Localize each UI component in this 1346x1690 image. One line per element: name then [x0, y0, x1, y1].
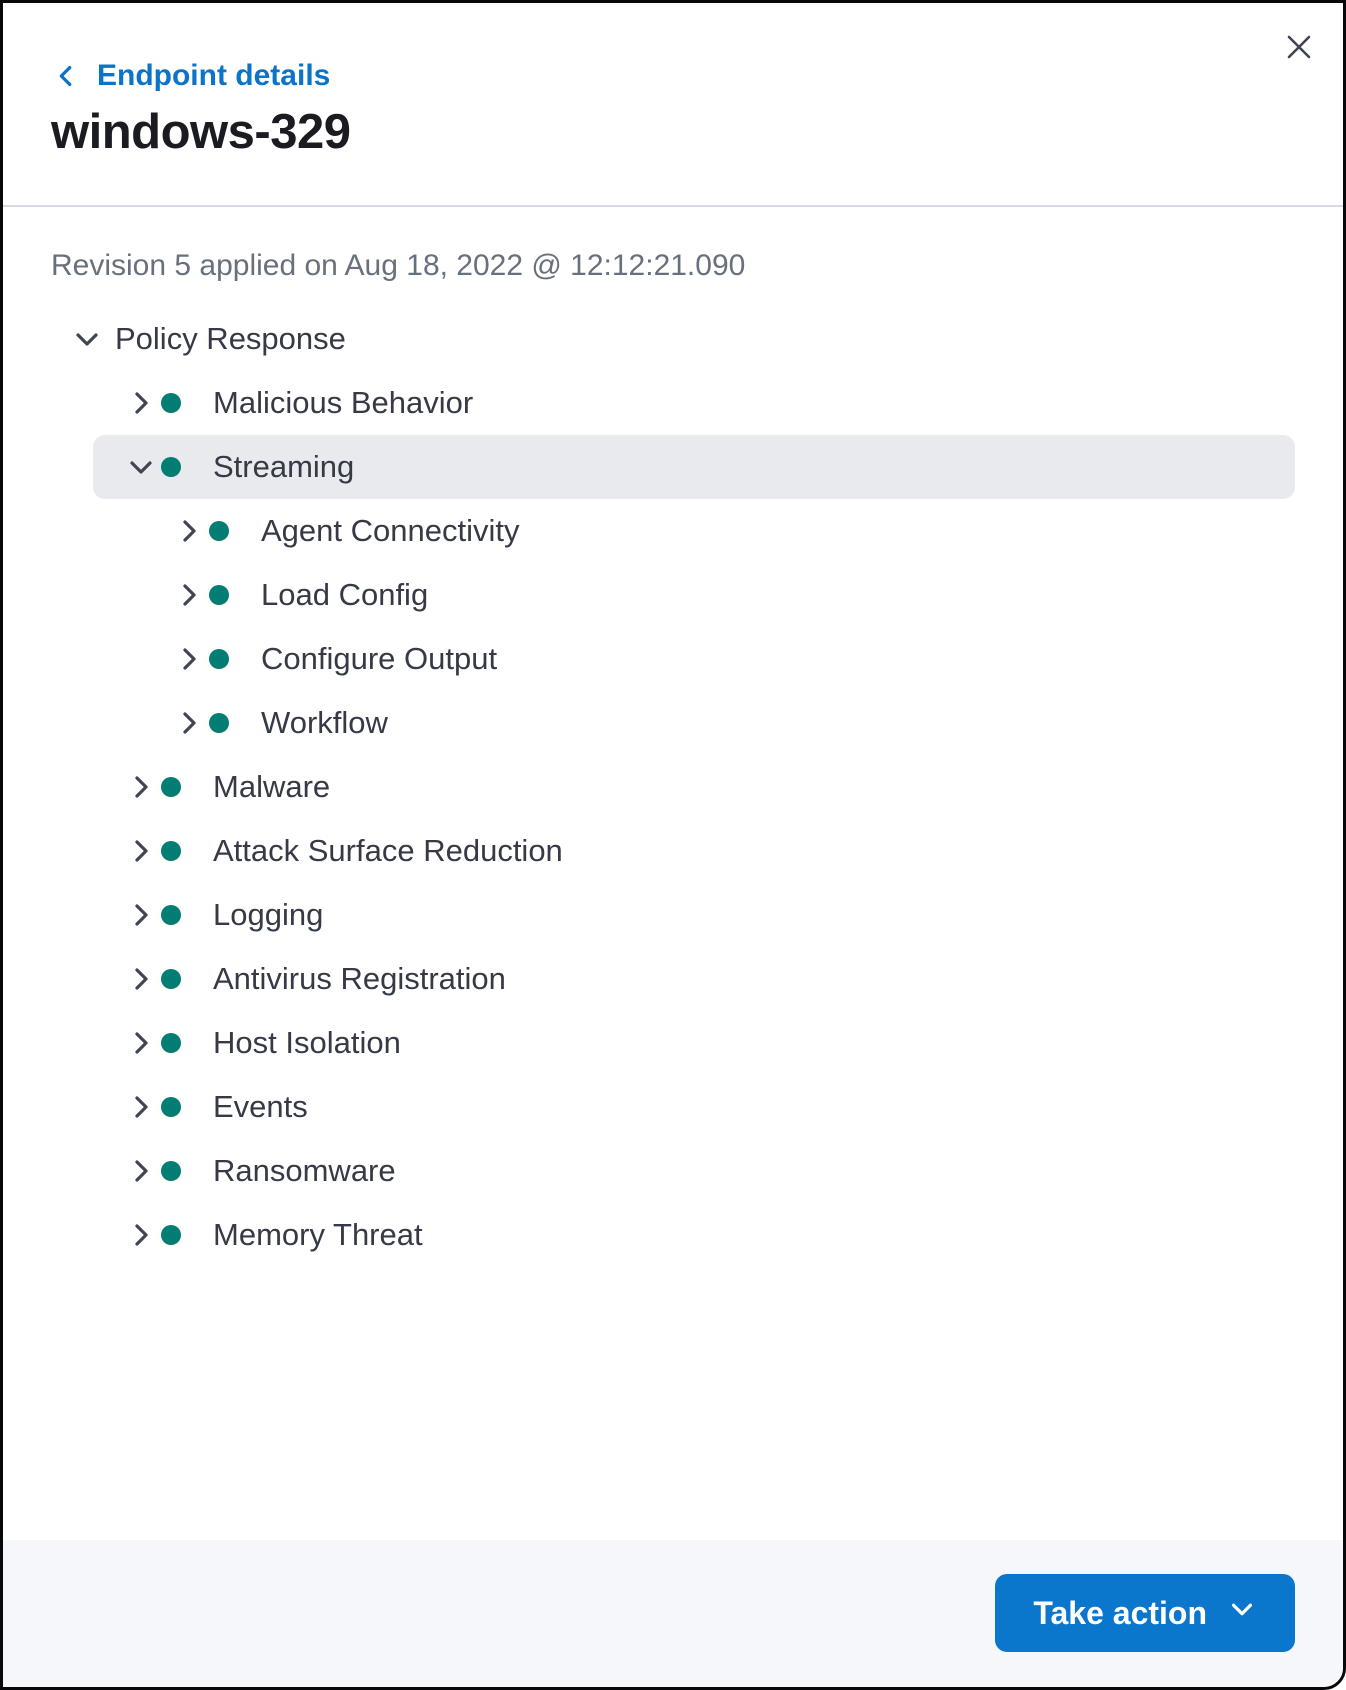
tree-item-label[interactable]: Policy Response	[115, 321, 346, 356]
tree-item-label[interactable]: Malware	[213, 769, 331, 804]
chevron-right-icon[interactable]	[173, 707, 205, 739]
tree-row[interactable]	[51, 627, 1295, 691]
tree-item-label[interactable]: Workflow	[261, 705, 388, 740]
success-status-dot	[161, 1225, 181, 1245]
policy-response-content	[3, 249, 1343, 1267]
tree-row[interactable]	[51, 947, 1295, 1011]
chevron-down-icon	[1227, 1594, 1257, 1632]
tree-row[interactable]	[51, 1139, 1295, 1203]
tree-item-label[interactable]: Load Config	[261, 577, 429, 612]
chevron-right-icon[interactable]	[125, 1219, 157, 1251]
success-status-dot	[161, 969, 181, 989]
tree-row[interactable]	[51, 1075, 1295, 1139]
tree-row[interactable]	[51, 691, 1295, 755]
chevron-right-icon[interactable]	[125, 1027, 157, 1059]
success-status-dot	[161, 777, 181, 797]
page-title: windows-329	[51, 105, 351, 159]
chevron-down-icon[interactable]	[125, 451, 157, 483]
header-divider	[3, 205, 1343, 207]
tree-item-label[interactable]: Malicious Behavior	[213, 385, 474, 420]
chevron-right-icon[interactable]	[125, 835, 157, 867]
tree-row[interactable]	[51, 883, 1295, 947]
chevron-right-icon[interactable]	[173, 579, 205, 611]
close-icon[interactable]	[1281, 29, 1317, 65]
chevron-right-icon[interactable]	[125, 1155, 157, 1187]
tree-row[interactable]	[51, 819, 1295, 883]
take-action-button[interactable]	[995, 1574, 1295, 1652]
chevron-right-icon[interactable]	[125, 1091, 157, 1123]
success-status-dot	[209, 585, 229, 605]
success-status-dot	[161, 457, 181, 477]
flyout-footer	[3, 1540, 1343, 1687]
tree-row[interactable]	[51, 1203, 1295, 1267]
revision-applied-text: Revision 5 applied on Aug 18, 2022 @ 12:12:21.090	[51, 249, 746, 282]
tree-item-label[interactable]: Attack Surface Reduction	[213, 833, 563, 868]
tree-item-label[interactable]: Configure Output	[261, 641, 498, 676]
tree-row[interactable]	[51, 1011, 1295, 1075]
flyout-header	[3, 3, 1343, 157]
tree-row[interactable]	[51, 371, 1295, 435]
back-link-label: Endpoint details	[97, 59, 331, 92]
chevron-down-icon[interactable]	[71, 323, 103, 355]
tree-row[interactable]	[51, 307, 1295, 371]
tree-item-label[interactable]: Agent Connectivity	[261, 513, 520, 548]
success-status-dot	[161, 393, 181, 413]
chevron-left-icon	[51, 61, 81, 91]
success-status-dot	[209, 713, 229, 733]
success-status-dot	[209, 521, 229, 541]
tree-item-label[interactable]: Ransomware	[213, 1153, 396, 1188]
tree-item-label[interactable]: Streaming	[213, 449, 355, 484]
success-status-dot	[161, 905, 181, 925]
chevron-right-icon[interactable]	[125, 963, 157, 995]
tree-item-label[interactable]: Memory Threat	[213, 1217, 423, 1252]
tree-item-label[interactable]: Antivirus Registration	[213, 961, 506, 996]
tree-row[interactable]	[51, 563, 1295, 627]
chevron-right-icon[interactable]	[125, 899, 157, 931]
chevron-right-icon[interactable]	[125, 387, 157, 419]
chevron-right-icon[interactable]	[173, 643, 205, 675]
tree-row[interactable]	[51, 499, 1295, 563]
tree-row[interactable]	[51, 755, 1295, 819]
back-to-endpoint-details-link[interactable]	[51, 59, 330, 93]
tree-item-label[interactable]: Host Isolation	[213, 1025, 401, 1060]
success-status-dot	[209, 649, 229, 669]
success-status-dot	[161, 1033, 181, 1053]
tree-item-label[interactable]: Events	[213, 1089, 308, 1124]
success-status-dot	[161, 1161, 181, 1181]
success-status-dot	[161, 841, 181, 861]
policy-response-tree	[51, 307, 1295, 1267]
success-status-dot	[161, 1097, 181, 1117]
chevron-right-icon[interactable]	[125, 771, 157, 803]
chevron-right-icon[interactable]	[173, 515, 205, 547]
tree-item-label[interactable]: Logging	[213, 897, 324, 932]
tree-row[interactable]	[93, 435, 1295, 499]
take-action-label: Take action	[1033, 1594, 1207, 1631]
